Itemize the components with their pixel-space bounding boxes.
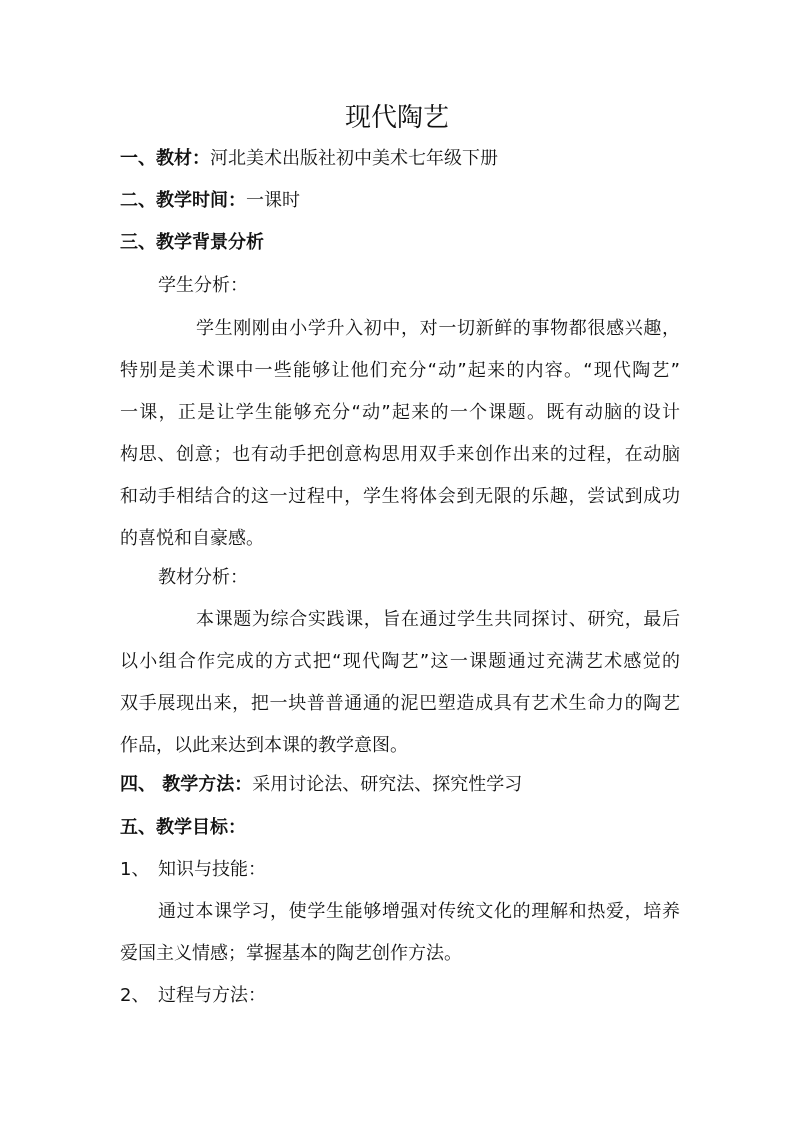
section-teaching-goals: 五、教学目标： <box>120 817 246 838</box>
section-teaching-method-value: 采用讨论法、研究法、探究性学习 <box>252 774 523 795</box>
section-textbook <box>120 146 680 172</box>
section-background-heading: 三、教学背景分析 <box>120 232 264 253</box>
goal-knowledge-line: 爱国主义情感；掌握基本的陶艺创作方法。 <box>120 943 462 964</box>
page-title: 现代陶艺 <box>344 103 449 133</box>
student-analysis-line: 和动手相结合的这一过程中，学生将体会到无限的乐趣，尝试到成功 <box>120 486 680 507</box>
goal-knowledge-line: 通过本课学习，使学生能够增强对传统文化的理解和热爱，培养 <box>158 901 680 922</box>
section-teaching-method <box>120 772 680 798</box>
material-analysis-line: 作品，以此来达到本课的教学意图。 <box>120 735 408 756</box>
goal-label: 过程与方法： <box>158 985 266 1006</box>
student-analysis-line: 特别是美术课中一些能够让他们充分“动”起来的内容。“现代陶艺” <box>120 360 680 381</box>
section-teaching-time-label: 二、教学时间： <box>120 190 246 211</box>
goal-number: 1、 <box>120 859 150 880</box>
goal-number: 2、 <box>120 985 150 1006</box>
material-analysis-line: 双手展现出来，把一块普普通通的泥巴塑造成具有艺术生命力的陶艺 <box>120 693 680 714</box>
student-analysis-line: 学生刚刚由小学升入初中，对一切新鲜的事物都很感兴趣， <box>196 318 680 339</box>
section-textbook-value: 河北美术出版社初中美术七年级下册 <box>210 148 498 169</box>
material-analysis-label: 教材分析： <box>158 567 248 588</box>
material-analysis-line: 本课题为综合实践课，旨在通过学生共同探讨、研究，最后 <box>196 609 680 630</box>
goal-process-method <box>120 983 680 1009</box>
student-analysis-label: 学生分析： <box>158 275 248 296</box>
section-teaching-time <box>120 188 680 214</box>
student-analysis-line: 一课，正是让学生能够充分“动”起来的一个课题。既有动脑的设计 <box>120 402 680 423</box>
section-teaching-time-value: 一课时 <box>246 190 300 211</box>
goal-knowledge-skills <box>120 857 680 883</box>
student-analysis-line: 构思、创意；也有动手把创意构思用双手来创作出来的过程，在动脑 <box>120 444 680 465</box>
section-teaching-method-label: 四、 教学方法： <box>120 774 253 795</box>
student-analysis-line: 的喜悦和自豪感。 <box>120 528 264 549</box>
goal-label: 知识与技能： <box>158 859 266 880</box>
section-textbook-label: 一、教材： <box>120 148 210 169</box>
material-analysis-line: 以小组合作完成的方式把“现代陶艺”这一课题通过充满艺术感觉的 <box>120 651 680 672</box>
